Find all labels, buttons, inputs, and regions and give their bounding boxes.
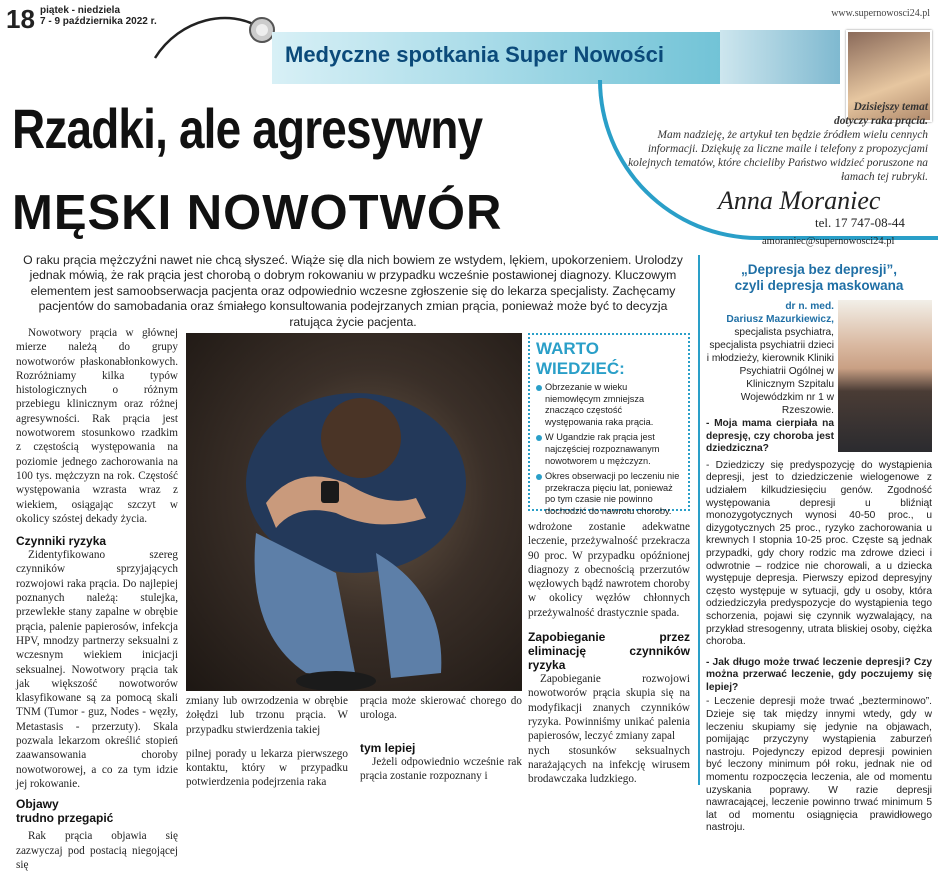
subheading-prevention: Zapobieganie przez eliminację czynników ryzyka	[528, 630, 690, 673]
list-item: W Ugandzie rak prącia jest najczęściej rozpoznawanym nowotworem u mężczyzn.	[536, 432, 682, 467]
did-you-know-list	[536, 382, 682, 518]
sidebar-title-line-2: czyli depresja maskowana	[734, 278, 904, 293]
expert-info	[706, 300, 834, 417]
headline-line-2: MĘSKI NOWOTWÓR	[12, 186, 503, 240]
list-item: Obrzezanie w wieku niemowlęcym zmniejsza znacząco częstość występowania raka prącia.	[536, 382, 682, 428]
author-signature: Anna Moraniec	[718, 186, 881, 215]
sidebar-title	[706, 262, 932, 294]
intro-heading-2: dotyczy raka prącia.	[834, 115, 928, 127]
headline-line-1: Rzadki, ale agresywny	[12, 97, 483, 160]
expert-name: Dariusz Mazurkiewicz,	[726, 314, 834, 325]
subheading-symptoms-1: Objawy	[16, 797, 59, 812]
answer-2: - Leczenie depresji może trwać „bezterminowo”. Dzieje się tak między innymi wtedy, gdy w leczeniu skupiamy się jedynie na objawach, pomijając przyczyny wystąpienia zaburzeń nastroju. Pojedynczy epizod depresji powinien być leczony minimum pół roku, jednak nie od momentu rozpoczęcia leczenia, ale od momentu uzyskania poprawy. W razie depresji nawracającej, leczenie powinno trwać minimum 5 lat od momentu osiągnięcia prawidłowego nastroju.	[706, 696, 932, 834]
column-2	[186, 694, 348, 790]
did-you-know-box	[528, 333, 690, 516]
article-photo	[186, 333, 522, 691]
intro-body: Mam nadzieję, że artykuł ten będzie źródłem wielu cennych informacji. Dziękuję za liczne maile i telefony z propozycjami kolejnych tematów, które chcieliby Państwo widzieć poruszone na łamach tej rubryki.	[628, 129, 928, 183]
date-line	[40, 5, 157, 27]
website-url: www.supernowosci24.pl	[831, 8, 930, 19]
author-email: amoraniec@supernowosci24.pl	[762, 236, 895, 247]
paragraph: Zidentyfikowano szereg czynników sprzyjających rozwojowi raka prącia. Do najlepiej poznanych należą: stulejka, przewlekłe stany zapalne w obrębie prącia, palenie papierosów, infekcja HPV, mnodzy partnerzy seksualni z wczesnym wiekiem inicjacji seksualnej. Nowotwory prącia tak jak większość nowotworów klasyfikowane są za pomocą skali TNM (Tumor - guz, Nodes - węzły, Metastasis - przerzuty). Skala pozwala lekarzom określić stopień zaawansowania choroby nowotworowej, a co za tym idzie jej rokowanie.	[16, 549, 178, 790]
sitting-man-illustration	[186, 333, 522, 691]
page-number: 18	[6, 4, 35, 34]
section-title: Medyczne spotkania Super Nowości	[285, 42, 664, 67]
did-you-know-heading: WARTO WIEDZIEĆ:	[536, 339, 625, 378]
column-3	[360, 694, 522, 783]
article-lead: O raku prącia mężczyźni nawet nie chcą słyszeć. Wiąże się dla nich bowiem ze wstydem, lękiem, upokorzeniem. Urolodzy jednak mówią, że rak prącia jest chorobą o dobrym rokowaniu w przypadku wcześnie postawionej diagnozy. Kluczowym elementem jest samoobserwacja pacjenta oraz odpowiednio wczesne zgłoszenie się do lekarza specjalisty. Zachęcamy pacjentów do samobadania oraz śmiałego konsultowania podejrzanych zmian prącia, ponieważ może być to decyzja ratująca życie pacjenta.	[23, 253, 683, 329]
column-1	[16, 326, 178, 872]
paragraph: Rak prącia objawia się zazwyczaj pod postacią niegojącej się	[16, 830, 178, 871]
author-phone: tel. 17 747-08-44	[815, 215, 905, 230]
subheading-risk-factors: Czynniki ryzyka	[16, 534, 107, 549]
paragraph: Nowotwory prącia w głównej mierze należą do grupy nowotworów płaskonabłonkowych. Rozróżniamy kilka typów histologicznych o różnym przebiegu klinicznym oraz różnej agresywności. Rak prącia jest nowotworem stosunkowo rzadkim z częstością występowania na poziomie jednego zachorowania na 100 tys. mężczyzn na rok. Częstość występowania wzrasta wraz z wiekiem, osiągając szczyt w okolicy szóstej dekady życia.	[16, 327, 178, 525]
stethoscope-icon	[150, 8, 280, 68]
subheading-symptoms-2: trudno przegapić	[16, 811, 114, 826]
paragraph: nych stosunków seksualnych narażających na infekcję wirusem brodawczaka ludzkiego.	[528, 744, 690, 786]
paragraph: Zapobieganie rozwojowi nowotworów prącia skupia się na modyfikacji znanych czynników ryzyka. Powinniśmy unikać palenia papierosów, leczyć zmiany zapal	[528, 673, 690, 743]
qa-section	[706, 418, 932, 835]
date-range: 7 - 9 października 2022 r.	[40, 16, 157, 27]
expert-degree: dr n. med.	[785, 301, 834, 312]
paragraph: wdrożone zostanie adekwatne leczenie, przeżywalność przekracza 90 proc. W przypadku opóźnionej diagnozy z obecnością przerzutów węzłowych bądź nawrotem choroby w okolicy węzłów chłonnych przeżywalność drastycznie spada.	[528, 521, 690, 619]
subheading-earlier-better: tym lepiej	[360, 740, 416, 755]
paragraph: zmiany lub owrzodzenia w obrębie żołędzi lub trzonu prącia. W przypadku stwierdzenia takiej	[186, 695, 348, 736]
column-4	[528, 520, 690, 786]
answer-1: - Dziedziczy się predyspozycję do wystąpienia depresji, jest to dziedziczenie wielogenowe z udziałem kilkudziesięciu genów. Zgodność występowania depresji u bliźniąt monozygotycznych wynosi 40-50 proc., u dizygotycznych 25 proc., ryzyko zachorowania u krewnych I stopnia 10-25 proc. Częste są jednak przypadki, gdy chory rodzic ma zdrowe dzieci i odwrotnie – rodzice nie chorowali, a u dziecka występuje depresja. Pierwszy epizod depresyjny często występuje w sytuacji, gdy u osoby, która odziedziczyła predyspozycje do wystąpienia tego schorzenia, pojawi się czynnik wyzwalający, na przykład stresogenny, utrata bliskiej osoby, ciężka choroba.	[706, 459, 932, 648]
question-2: - Jak długo może trwać leczenie depresji? Czy można przerwać leczenie, gdy poczujemy się lepiej?	[706, 656, 932, 693]
intro-heading-1: Dzisiejszy temat	[853, 101, 928, 113]
paragraph: prącia może skierować chorego do urologa.	[360, 695, 522, 722]
list-item: Okres obserwacji po leczeniu nie przekracza pięciu lat, ponieważ po tym czasie nie powinno dochodzić do nawrotu choroby.	[536, 471, 682, 517]
doctors-photo	[720, 30, 840, 84]
paragraph: pilnej porady u lekarza pierwszego kontaktu, który w przypadku potwierdzenia podejrzenia raka	[186, 747, 348, 789]
question-1: - Moja mama cierpiała na depresję, czy choroba jest dziedziczna?	[706, 418, 834, 455]
day-line: piątek - niedziela	[40, 5, 121, 16]
paragraph: Jeżeli odpowiednio wcześnie rak prącia zostanie rozpoznany i	[360, 755, 522, 782]
expert-description: specjalista psychiatra, specjalista psychiatrii dzieci i młodzieży, kierownik Kliniki Psychiatrii Ogólnej w Klinicznym Szpitalu Wojewódzkim nr 1 w Rzeszowie.	[706, 327, 834, 416]
sidebar-title-line-1: „Depresja bez depresji”,	[740, 262, 898, 277]
intro-box	[628, 100, 928, 184]
